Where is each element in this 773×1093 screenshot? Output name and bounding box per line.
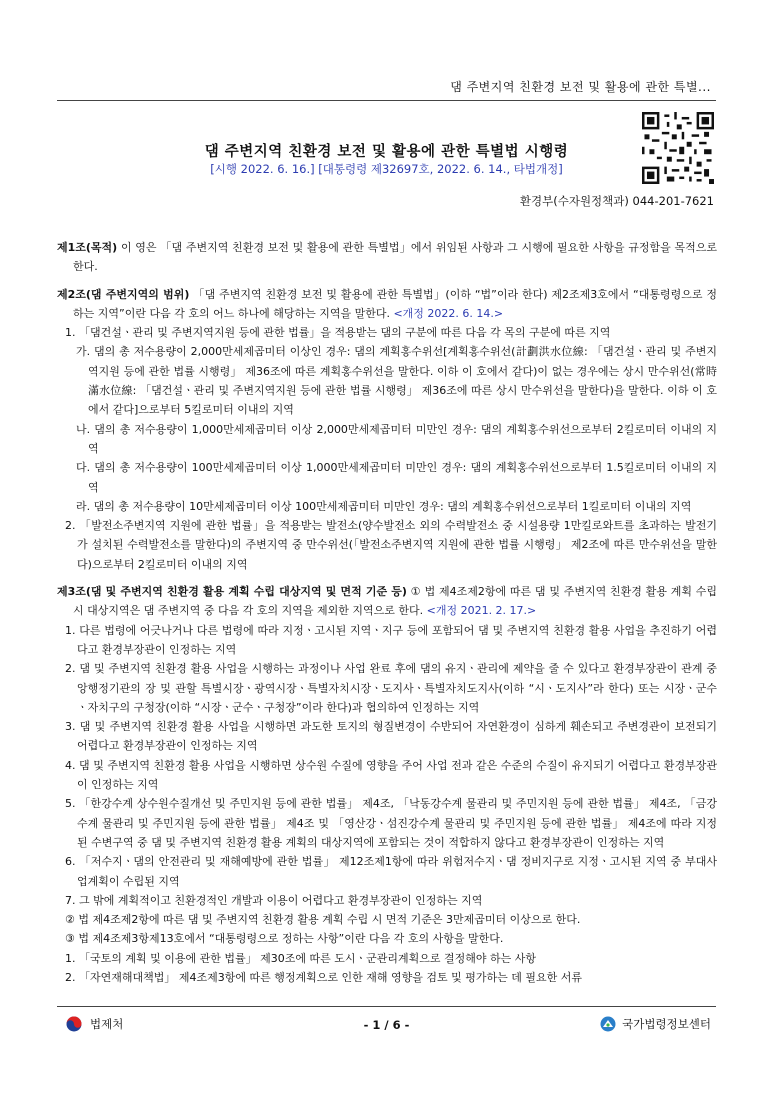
page-number: - 1 / 6 - bbox=[363, 1018, 410, 1032]
article-2-item: 1. 「댐건설ㆍ관리 및 주변지역지원 등에 관한 법률」을 적용받는 댐의 구분에 따른 다음 각 목의 구분에 따른 지역 bbox=[65, 326, 611, 340]
article-3-heading: 제3조(댐 및 주변지역 친환경 활용 계획 수립 대상지역 및 면적 기준 등) bbox=[57, 585, 407, 599]
article-1-heading: 제1조(목적) bbox=[57, 241, 118, 254]
article-3-paragraph-2: ② 법 제4조제2항에 따른 댐 및 주변지역 친환경 활용 계획 수립 시 면적 기준은 3만제곱미터 이상으로 한다. bbox=[65, 913, 581, 927]
amendment-note: <개정 2022. 6. 14.> bbox=[393, 306, 504, 320]
article-2-subitem: 다. 댐의 총 저수용량이 100만세제곱미터 이상 1,000만세제곱미터 미만인 경우: 댐의 계획홍수위선으로부터 1.5킬로미터 이내의 지역 bbox=[76, 461, 717, 494]
article-2-subitem: 라. 댐의 총 저수용량이 10만세제곱미터 이상 100만세제곱미터 미만인 경우: 댐의 계획홍수위선으로부터 1킬로미터 이내의 지역 bbox=[76, 499, 692, 513]
law-center-logo-icon bbox=[600, 1016, 616, 1032]
article-3-item: 2. 댐 및 주변지역 친환경 활용 사업을 시행하는 과정이나 사업 완료 후에 댐의 유지ㆍ관리에 제약을 줄 수 있다고 환경부장관이 관계 중앙행정기관의 장 및 관할 특별시장ㆍ광역시장ㆍ특별자치시장ㆍ도지사ㆍ특별자치도지사(이하 “시ㆍ도지사”라 한다) 또는 시장ㆍ군수ㆍ자치구의 구청장(이하 “시장ㆍ군수ㆍ구청장”이라 한다)과 협의하여 인정하는 지역 bbox=[65, 662, 717, 714]
ministry-contact: 환경부(수자원정책과) 044-201-7621 bbox=[519, 194, 714, 208]
running-header: 댐 주변지역 친환경 보전 및 활용에 관한 특별... bbox=[450, 80, 711, 94]
article-3-item: 1. 다른 법령에 어긋나거나 다른 법령에 따라 지정ㆍ고시된 지역ㆍ지구 등에 포함되어 댐 및 주변지역 친환경 활용 사업을 추진하기 어렵다고 환경부장관이 인정하는 지역 bbox=[65, 623, 717, 656]
footer-divider bbox=[57, 1006, 716, 1007]
article-1 bbox=[57, 238, 717, 277]
article-3-p3-item: 1. 「국토의 계획 및 이용에 관한 법률」 제30조에 따른 도시ㆍ군관리계획으로 결정해야 하는 사항 bbox=[65, 951, 536, 965]
document-body bbox=[57, 238, 717, 987]
article-2-subitem: 나. 댐의 총 저수용량이 1,000만세제곱미터 이상 2,000만세제곱미터 미만인 경우: 댐의 계획홍수위선으로부터 2킬로미터 이내의 지역 bbox=[76, 422, 717, 455]
article-2-heading: 제2조(댐 주변지역의 범위) bbox=[57, 287, 190, 301]
document-title: 댐 주변지역 친환경 보전 및 활용에 관한 특별법 시행령 bbox=[204, 144, 569, 160]
article-3-item: 3. 댐 및 주변지역 친환경 활용 사업을 시행하면 과도한 토지의 형질변경이 수반되어 자연환경이 심하게 훼손되고 주변경관이 보전되기 어렵다고 환경부장관이 인정하는 지역 bbox=[65, 720, 717, 753]
article-1-text: 이 영은 「댐 주변지역 친환경 보전 및 활용에 관한 특별법」에서 위임된 사항과 그 시행에 필요한 사항을 규정함을 목적으로 한다. bbox=[73, 241, 717, 274]
article-2-subitem: 가. 댐의 총 저수용량이 2,000만세제곱미터 이상인 경우: 댐의 계획홍수위선[계획홍수위선(計劃洪水位線: 「댐건설ㆍ관리 및 주변지역지원 등에 관한 법률 시행령」 제36조에 따른 계획홍수위선을 말한다. 이하 이 호에서 같다)이 없는 경우에는 상시 만수위선(常時 滿水位線: 「댐건설ㆍ관리 및 주변지역지원 등에 관한 법률 시행령」 제36조에 따른 상시 만수위선을 말한다)을 말한다. 이하 이 호에서 같다]으로부터 5킬로미터 이내의 지역 bbox=[76, 345, 717, 417]
article-3-text: ① 법 제4조제2항에 따른 댐 및 주변지역 친환경 활용 계획 수립 시 대상지역은 댐 주변지역 중 다음 각 호의 지역을 제외한 지역으로 한다. bbox=[73, 585, 718, 618]
article-3-p3-item: 2. 「자연재해대책법」 제4조제3항에 따른 행정계획으로 인한 재해 영향을 검토 및 평가하는 데 필요한 서류 bbox=[65, 970, 582, 984]
article-3-paragraph-3: ③ 법 제4조제3항제13호에서 “대통령령으로 정하는 사항”이란 다음 각 호의 사항을 말한다. bbox=[65, 932, 504, 946]
header-divider bbox=[57, 100, 716, 101]
article-2-text: 「댐 주변지역 친환경 보전 및 활용에 관한 특별법」(이하 “법”이라 한다) 제2조제3호에서 “대통령령으로 정하는 지역”이란 다음 각 호의 어느 하나에 해당하는 지역을 말한다. bbox=[73, 287, 717, 320]
footer-center-label: 국가법령정보센터 bbox=[622, 1017, 711, 1031]
article-2 bbox=[57, 285, 717, 324]
article-3-item: 4. 댐 및 주변지역 친환경 활용 사업을 시행하면 상수원 수질에 영향을 주어 사업 전과 같은 수준의 수질이 유지되기 어렵다고 환경부장관이 인정하는 지역 bbox=[65, 758, 717, 792]
article-2-item: 2. 「발전소주변지역 지원에 관한 법률」을 적용받는 발전소(양수발전소 외의 수력발전소 중 시설용량 1만킬로와트를 초과하는 발전기가 설치된 수력발전소를 말한다)의 주변지역 중 만수위선(「발전소주변지역 지원에 관한 법률 시행령」 제2조에 따른 만수위선을 말한다)으로부터 2킬로미터 이내의 지역 bbox=[65, 519, 717, 571]
amendment-note: <개정 2021. 2. 17.> bbox=[426, 604, 537, 618]
footer-ministry-label: 법제처 bbox=[90, 1017, 124, 1031]
article-3-item: 6. 「저수지ㆍ댐의 안전관리 및 재해예방에 관한 법률」 제12조제1항에 따라 위험저수지ㆍ댐 정비지구로 지정ㆍ고시된 지역 중 부대사업계획이 수립된 지역 bbox=[65, 855, 717, 888]
article-3 bbox=[57, 582, 717, 621]
enforcement-info: [시행 2022. 6. 16.] [대통령령 제32697호, 2022. 6. 14., 타법개정] bbox=[210, 162, 563, 176]
article-3-item: 5. 「한강수계 상수원수질개선 및 주민지원 등에 관한 법률」 제4조, 「낙동강수계 물관리 및 주민지원 등에 관한 법률」 제4조, 「금강수계 물관리 및 주민지원 등에 관한 법률」 제4조 및 「영산강ㆍ섬진강수계 물관리 및 주민지원 등에 관한 법률」 제4조에 따라 지정된 수변구역 중 댐 및 주변지역 친환경 활용 계획의 대상지역에 포함되는 것이 적합하지 않다고 환경부장관이 인정하는 지역 bbox=[65, 797, 717, 849]
article-3-item: 7. 그 밖에 계획적이고 친환경적인 개발과 이용이 어렵다고 환경부장관이 인정하는 지역 bbox=[65, 893, 483, 907]
footer-right bbox=[600, 1016, 711, 1032]
